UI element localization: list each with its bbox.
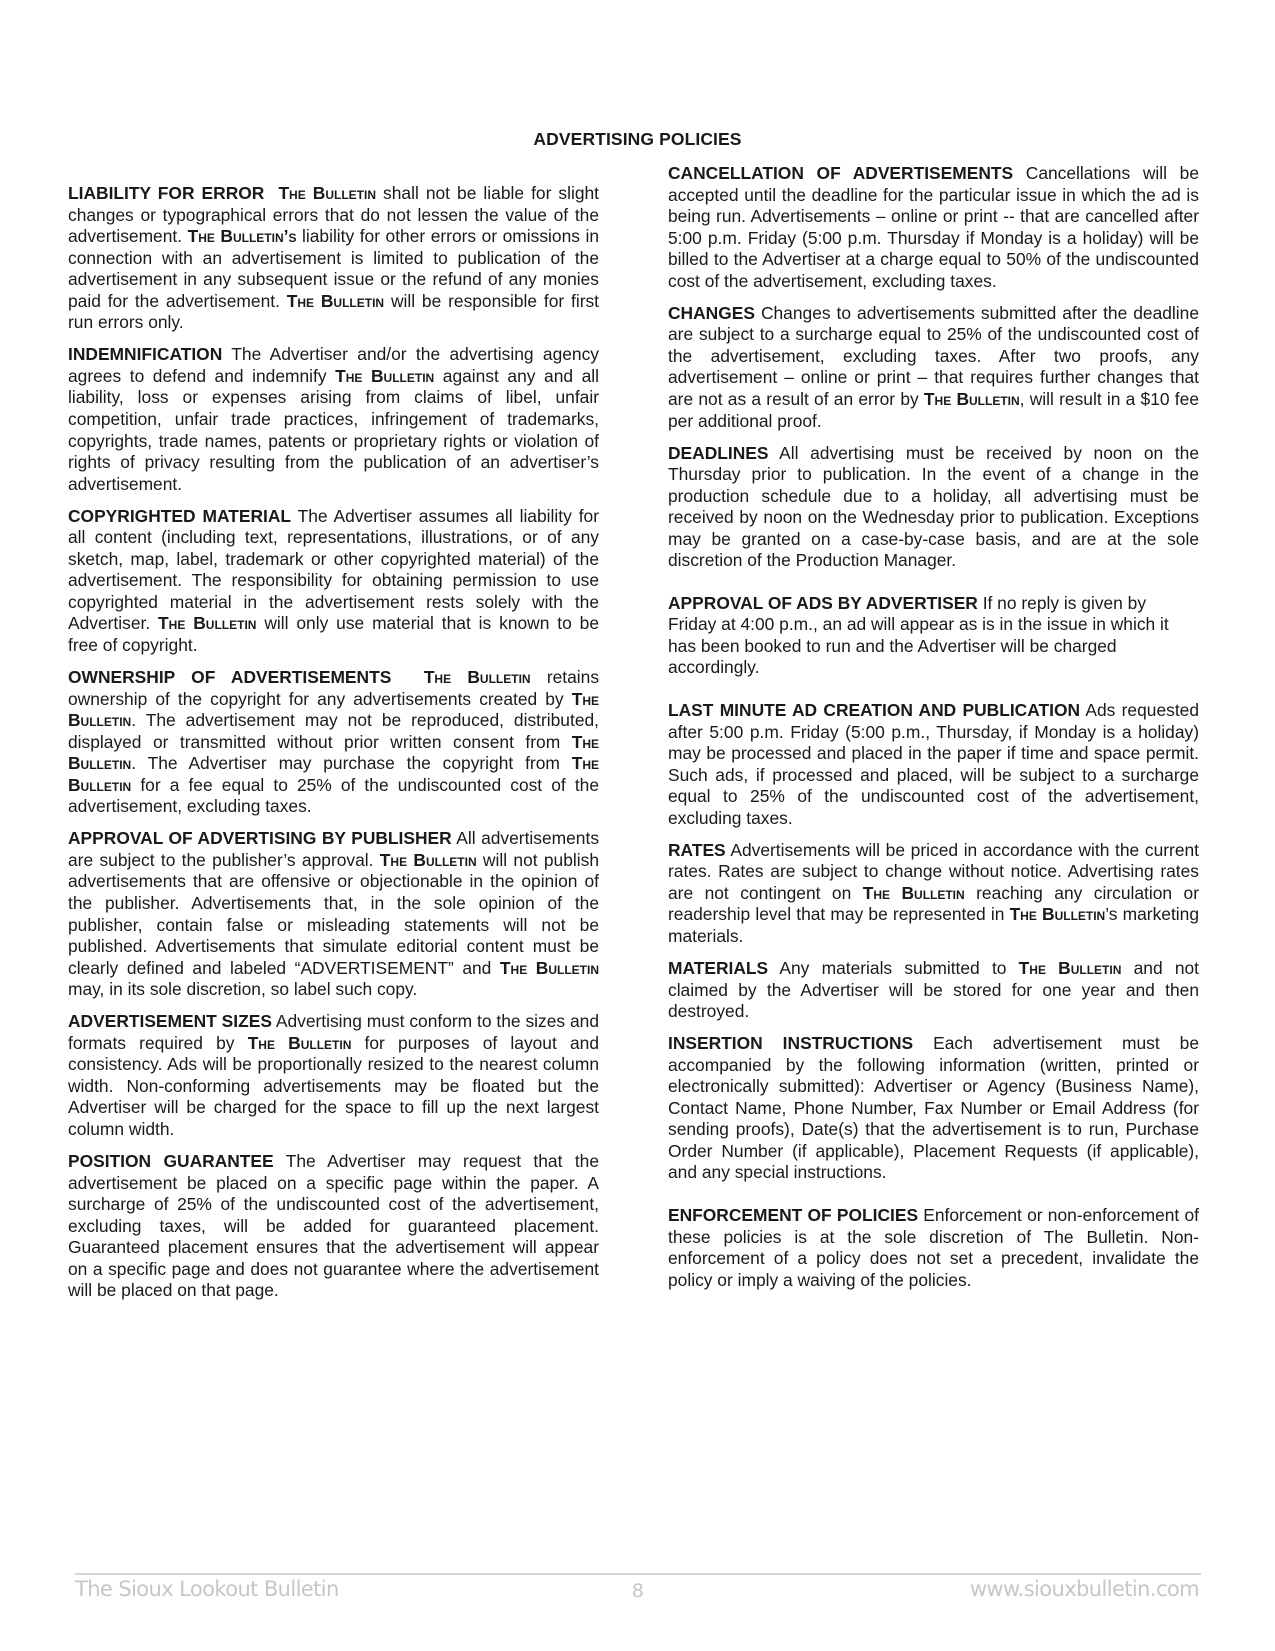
section-text: All advertising must be received by noon on the Thursday prior to publication. In the event of a change in the production schedule due to a holiday, all advertising must be received by noon on the Wednesday prior to publication. Exceptions may be granted on a case-by-case basis, and are at the sole discretion of the Production Manager. (668, 442, 1199, 571)
section-indemnification (68, 344, 599, 495)
publication-name: The Bulletin (923, 388, 1020, 409)
section-text: . The Advertiser may purchase the copyright from (131, 753, 572, 774)
section-text: will not publish advertisements that are offensive or objectionable in the opinion of the publisher. Advertisements that, in the sole opinion of the publisher, contain false or misleading statements will not be published. Advertisements that simulate editorial content must be clearly defined and labeled “ADVERTISEMENT” and (68, 849, 599, 978)
section-text: Advertisements will be priced in accordance with the current rates. Rates are subject to change without notice. Advertising rates are not contingent on (668, 839, 1199, 903)
section-heading: ENFORCEMENT OF POLICIES (668, 1205, 919, 1226)
publication-name: The Bulletin (1009, 904, 1106, 925)
publication-name: The Bulletin (68, 731, 599, 774)
section-heading: ADVERTISEMENT SIZES (68, 1011, 272, 1032)
section-text: Each advertisement must be accompanied by the following information (written, printed or electronically submitted): Advertiser or Agency (Business Name), Contact Name, Phone Number, Fax Number or Email Address (for sending proofs), Date(s) that the advertisement is to run, Purchase Order Number (if applicable), Placement Requests (if applicable), and any special instructions. (668, 1033, 1199, 1183)
section-text: retains ownership of the copyright for any advertisements created by (68, 666, 600, 709)
section-text: shall not be liable for slight changes or typographical errors that do not lessen the value of the advertisement. (68, 183, 600, 247)
section-text: Changes to advertisements submitted after the deadline are subject to a surcharge equal to 25% of the undiscounted cost of the advertisement, excluding taxes. After two proofs, any advertisement – online or print – that requires further changes that are not as a result of an error by (668, 302, 1199, 409)
section-approval-by-publisher (68, 828, 599, 1000)
section-approval-by-advertiser (668, 593, 1199, 679)
publication-name: The Bulletin (286, 290, 385, 311)
section-enforcement (668, 1205, 1199, 1291)
section-text: liability for other errors or omissions in connection with an advertisement is limited to publication of the advertisement in any subsequent issue or the refund of any monies paid for the advertisement. (68, 226, 600, 311)
section-heading: POSITION GUARANTEE (68, 1150, 274, 1171)
footer-page-number: 8 (631, 1580, 644, 1602)
section-text: The Advertiser and/or the advertising agency agrees to defend and indemnify (68, 344, 599, 386)
section-text: for purposes of layout and consistency. Ads will be proportionally resized to the nearest column width. Non-conforming advertisements may be floated but the Advertiser will be charged for the space to fill up the next largest column width. (68, 1032, 600, 1139)
publication-name: The Bulletin (335, 365, 435, 386)
section-text: may, in its sole discretion, so label such copy. (68, 979, 418, 1000)
section-text: reaching any circulation or readership level that may be represented in (668, 882, 1199, 925)
section-ownership-of-advertisements (68, 667, 599, 818)
section-heading: COPYRIGHTED MATERIAL (68, 505, 292, 526)
publication-name: The Bulletin (423, 666, 531, 687)
publication-name: The Bulletin (247, 1032, 352, 1053)
right-column (668, 163, 1199, 1302)
section-text: will only use material that is known to be free of copyright. (68, 613, 599, 655)
section-text: Ads requested after 5:00 p.m. Friday (5:00 p.m., Thursday, if Monday is a holiday) may be processed and placed in the paper if time and space permit. Such ads, if processed and placed, will be subject to a surcharge equal to 25% of the undiscounted cost of the advertisement, excluding taxes. (668, 700, 1199, 828)
section-heading: RATES (668, 839, 726, 860)
section-heading: CANCELLATION OF ADVERTISEMENTS (668, 163, 1014, 183)
left-column (68, 183, 599, 1312)
publication-name: The Bulletin (158, 613, 257, 634)
footer-website-link[interactable]: www.siouxbulletin.com (969, 1577, 1199, 1601)
section-cancellation (668, 163, 1199, 292)
footer-publication-name: The Sioux Lookout Bulletin (75, 1577, 339, 1601)
publication-name: The Bulletin (1018, 958, 1122, 979)
section-heading: LIABILITY FOR ERROR (68, 183, 265, 203)
section-text: The Advertiser assumes all liability for all content (including text, representations, illustrations, or of any sketch, map, label, trademark or other copyrighted material) of the advertisement. The responsibility for obtaining permission to use copyrighted material in the advertisement rests solely with the Advertiser. (68, 505, 599, 634)
section-changes (668, 303, 1199, 432)
section-liability-for-error (68, 183, 599, 334)
section-last-minute (668, 700, 1199, 829)
publication-name: The Bulletin (499, 957, 599, 978)
publication-name: The Bulletin (68, 753, 599, 795)
publication-name: The Bulletin (187, 226, 284, 247)
possessive-suffix: ’s (1105, 904, 1118, 925)
section-text: , will result in a $10 fee per additional proof. (668, 388, 1199, 431)
section-heading: LAST MINUTE AD CREATION AND PUBLICATION (668, 700, 1081, 721)
section-text: . The advertisement may not be reproduced, distributed, displayed or transmitted without prior written consent from (68, 710, 599, 752)
section-text: for a fee equal to 25% of the undiscounted cost of the advertisement, excluding taxes. (68, 774, 599, 817)
section-rates (668, 840, 1199, 948)
section-text: All advertisements are subject to the publisher’s approval. (68, 828, 600, 870)
section-text: Enforcement or non-enforcement of these policies is at the sole discretion of The Bulletin. Non-enforcement of a policy does not set a precedent, invalidate the policy or imply a waiving of the policies. (668, 1205, 1199, 1290)
section-position-guarantee (68, 1151, 599, 1302)
section-text: marketing materials. (668, 904, 1199, 946)
section-text: If no reply is given by Friday at 4:00 p.m., an ad will appear as is in the issue in which it has been booked to run and the Advertiser will be charged accordingly. (668, 592, 1169, 678)
section-materials (668, 958, 1199, 1023)
section-text: against any and all liability, loss or expenses arising from claims of libel, unfair competition, unfair trade practices, infringement of trademarks, copyrights, trade names, patents or proprietary rights or violation of rights of privacy resulting from the publication of an advertiser’s advertisement. (68, 365, 600, 494)
section-text: Advertising must conform to the sizes and formats required by (68, 1011, 599, 1053)
section-heading: OWNERSHIP OF ADVERTISEMENTS (68, 666, 392, 687)
publication-name: The Bulletin (68, 688, 599, 731)
section-copyrighted-material (68, 506, 599, 657)
page-title: ADVERTISING POLICIES (533, 129, 742, 149)
section-text: The Advertiser may request that the advertisement be placed on a specific page within the paper. A surcharge of 25% of the undiscounted cost of the advertisement, excluding taxes, will be added for guaranteed placement. Guaranteed placement ensures that the advertisement will appear on a specific page and does not guarantee where the advertisement will be placed on that page. (68, 1150, 599, 1301)
section-heading: MATERIALS (668, 958, 769, 979)
section-heading: INDEMNIFICATION (68, 344, 223, 365)
section-heading: INSERTION INSTRUCTIONS (668, 1033, 914, 1054)
section-advertisement-sizes (68, 1011, 599, 1140)
footer-divider (75, 1573, 1201, 1575)
section-insertion-instructions (668, 1033, 1199, 1184)
section-text: Cancellations will be accepted until the deadline for the particular issue in which the ad is being run. Advertisements – online or print -- that are cancelled after 5:00 p.m. Friday (5:00 p.m. Thursday if Monday is a holiday) will be billed to the Advertiser at a charge equal to 50% of the undiscounted cost of the advertisement, excluding taxes. (668, 163, 1199, 291)
section-heading: DEADLINES (668, 442, 769, 463)
section-text: and not claimed by the Advertiser will be stored for one year and then destroyed. (668, 958, 1199, 1022)
section-text: Any materials submitted to (768, 958, 1019, 979)
publication-name: The Bulletin (278, 183, 376, 203)
section-heading: CHANGES (668, 302, 755, 323)
possessive-suffix: ’s (283, 226, 297, 247)
section-deadlines (668, 443, 1199, 572)
section-heading: APPROVAL OF ADVERTISING BY PUBLISHER (68, 828, 452, 849)
section-text: will be responsible for first run errors only. (68, 290, 600, 333)
publication-name: The Bulletin (379, 849, 477, 870)
section-heading: APPROVAL OF ADS BY ADVERTISER (668, 592, 978, 613)
publication-name: The Bulletin (862, 882, 965, 903)
